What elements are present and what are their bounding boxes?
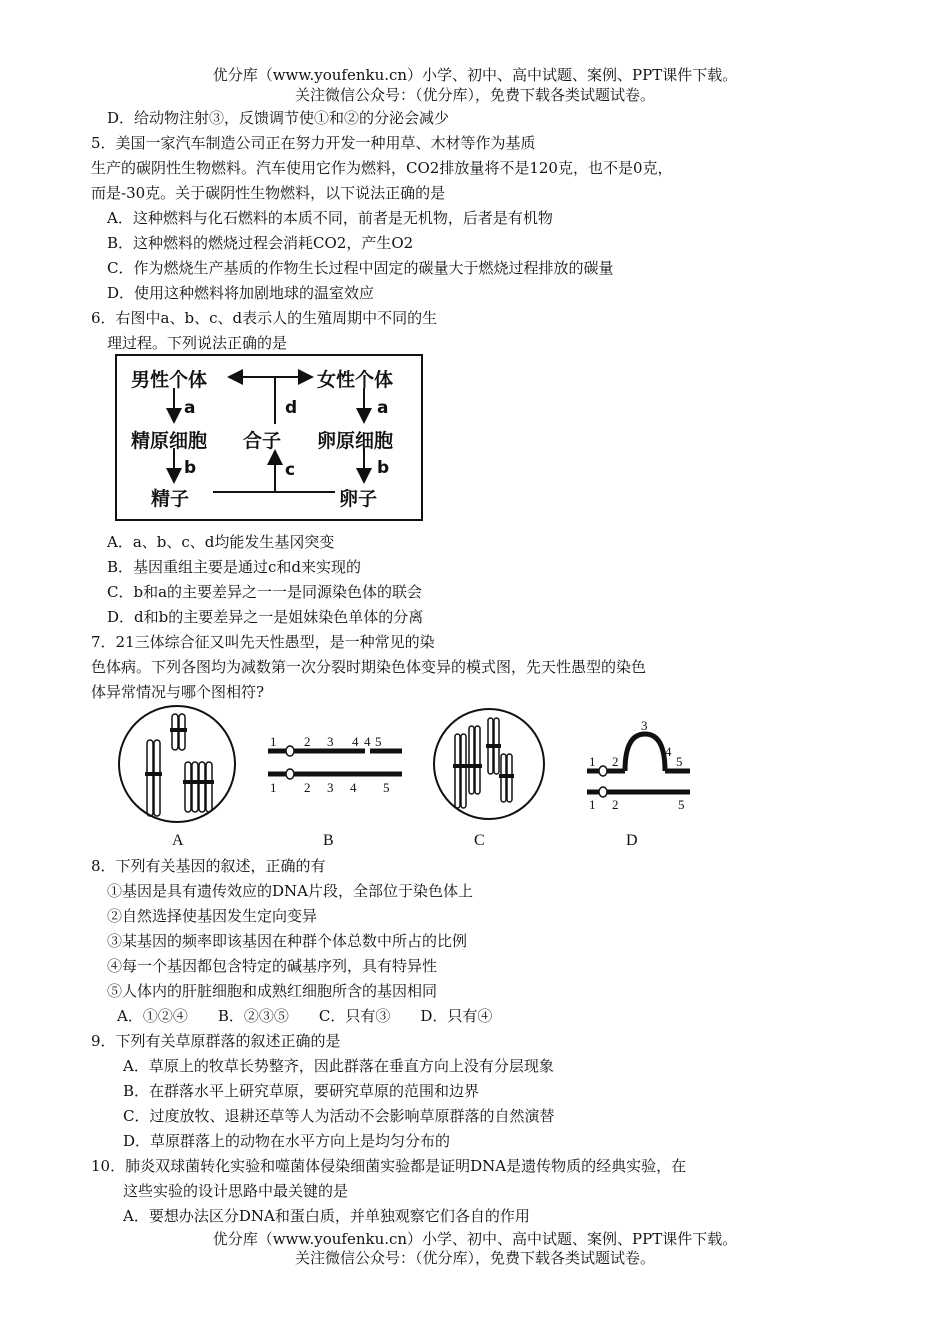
- figure-b-lines: [268, 746, 402, 779]
- q5-option-a: A．这种燃料与化石燃料的本质不同，前者是无机物，后者是有机物: [107, 209, 553, 227]
- header-line-2: 关注微信公众号：（优分库），免费下载各类试题试卷。: [294, 86, 655, 104]
- b-top-5: 5: [375, 734, 382, 749]
- label-oogonium: 卵原细胞: [317, 430, 394, 452]
- q10-option-a: A．要想办法区分DNA和蛋白质，并单独观察它们各自的作用: [123, 1207, 530, 1225]
- q5-stem-1: 5．美国一家汽车制造公司正在努力开发一种用草、木材等作为基质: [91, 134, 536, 152]
- q10-stem-2: 这些实验的设计思路中最关键的是: [123, 1182, 349, 1200]
- q8-statement-1: ①基因是具有遗传效应的DNA片段，全部位于染色体上: [107, 882, 473, 900]
- caption-c: C: [474, 832, 485, 849]
- q6-option-b: B．基因重组主要是通过c和d来实现的: [107, 558, 362, 576]
- footer-line-2: 关注微信公众号：（优分库），免费下载各类试题试卷。: [294, 1249, 655, 1267]
- label-egg: 卵子: [339, 488, 378, 510]
- b-top-3: 3: [327, 734, 334, 749]
- d-top-4: 4: [665, 744, 672, 759]
- label-male-individual: 男性个体: [131, 369, 208, 391]
- label-a-right: a: [377, 398, 389, 418]
- label-spermatogonium: 精原细胞: [131, 430, 208, 452]
- label-sperm: 精子: [151, 488, 190, 510]
- q5-option-b: B．这种燃料的燃烧过程会消耗CO2，产生O2: [107, 234, 414, 252]
- label-b-right: b: [377, 458, 390, 478]
- q6-option-c: C．b和a的主要差异之一一是同源染色体的联会: [107, 583, 423, 601]
- label-a-left: a: [184, 398, 196, 418]
- label-zygote: 合子: [243, 430, 282, 452]
- q9-option-c: C．过度放牧、退耕还草等人为活动不会影响草原群落的自然演替: [123, 1107, 555, 1125]
- q5-option-d: D．使用这种燃料将加剧地球的温室效应: [107, 284, 375, 302]
- figure-c-cell: [434, 709, 544, 819]
- b-bottom-2: 2: [304, 780, 311, 795]
- q8-stem: 8．下列有关基因的叙述，正确的有: [91, 857, 326, 875]
- label-d: d: [285, 398, 298, 418]
- b-bottom-4: 4: [350, 780, 357, 795]
- q9-option-b: B．在群落水平上研究草原，要研究草原的范围和边界: [123, 1082, 480, 1100]
- b-bottom-3: 3: [327, 780, 334, 795]
- figure-d-lines: [587, 734, 690, 797]
- q5-option-c: C．作为燃烧生产基质的作物生长过程中固定的碳量大于燃烧过程排放的碳量: [107, 259, 614, 277]
- d-bottom-1: 1: [589, 797, 596, 812]
- d-top-1: 1: [589, 754, 596, 769]
- caption-a: A: [172, 832, 184, 849]
- b-top-1: 1: [270, 734, 277, 749]
- q6-option-d: D．d和b的主要差异之一是姐妹染色单体的分离: [107, 608, 424, 626]
- reproduction-cycle-diagram: [115, 354, 423, 521]
- caption-d: D: [626, 832, 638, 849]
- q6-stem-1: 6．右图中a、b、c、d表示人的生殖周期中不同的生: [91, 309, 438, 327]
- q8-statement-2: ②自然选择使基因发生定向变异: [107, 907, 318, 925]
- footer-line-1: 优分库（www.youfenku.cn）小学、初中、高中试题、案例、PPT课件下载。: [212, 1230, 738, 1248]
- q4-option-d: D．给动物注射③，反馈调节使①和②的分泌会减少: [107, 109, 450, 127]
- b-top-4a: 4: [352, 734, 359, 749]
- b-top-2: 2: [304, 734, 311, 749]
- q6-option-a: A．a、b、c、d均能发生基冈突变: [107, 533, 335, 551]
- q9-stem: 9．下列有关草原群落的叙述正确的是: [91, 1032, 341, 1050]
- q6-stem-2: 理过程。下列说法正确的是: [107, 334, 288, 352]
- label-female-individual: 女性个体: [317, 369, 394, 391]
- q9-option-d: D．草原群落上的动物在水平方向上是均匀分布的: [123, 1132, 451, 1150]
- q8-statement-3: ③某基因的频率即该基因在种群个体总数中所占的比例: [107, 932, 468, 950]
- label-b-left: b: [184, 458, 197, 478]
- q9-option-a: A．草原上的牧草长势整齐，因此群落在垂直方向上没有分层现象: [123, 1057, 554, 1075]
- b-bottom-5: 5: [383, 780, 390, 795]
- b-bottom-1: 1: [270, 780, 277, 795]
- header-line-1: 优分库（www.youfenku.cn）小学、初中、高中试题、案例、PPT课件下载。: [212, 66, 738, 84]
- d-bottom-5: 5: [678, 797, 685, 812]
- chromosome-drawings: [100, 704, 800, 829]
- b-top-4b: 4: [364, 734, 371, 749]
- chromosome-figures: [100, 704, 800, 864]
- q10-stem-1: 10．肺炎双球菌转化实验和噬菌体侵染细菌实验都是证明DNA是遗传物质的经典实验，在: [91, 1157, 687, 1175]
- d-loop-3: 3: [641, 718, 648, 733]
- q7-stem-1: 7．21三体综合征又叫先天性愚型，是一种常见的染: [91, 633, 435, 651]
- figure-a-cell: [119, 706, 235, 822]
- q5-stem-2: 生产的碳阴性生物燃料。汽车使用它作为燃料，CO2排放量将不是120克，也不是0克，: [91, 159, 673, 177]
- label-c: c: [285, 460, 296, 480]
- d-top-5: 5: [676, 754, 683, 769]
- q7-stem-3: 体异常情况与哪个图相符?: [91, 683, 265, 701]
- q7-stem-2: 色体病。下列各图均为减数第一次分裂时期染色体变异的模式图，先天性愚型的染色: [91, 658, 647, 676]
- q8-statement-4: ④每一个基因都包含特定的碱基序列，具有特异性: [107, 957, 438, 975]
- q5-stem-3: 而是-30克。关于碳阴性生物燃料，以下说法正确的是: [91, 184, 446, 202]
- d-bottom-2: 2: [612, 797, 619, 812]
- q8-statement-5: ⑤人体内的肝脏细胞和成熟红细胞所含的基因相同: [107, 982, 438, 1000]
- caption-b: B: [323, 832, 334, 849]
- q8-options: A．①②④ B．②③⑤ C．只有③ D．只有④: [117, 1007, 493, 1025]
- d-top-2: 2: [612, 754, 619, 769]
